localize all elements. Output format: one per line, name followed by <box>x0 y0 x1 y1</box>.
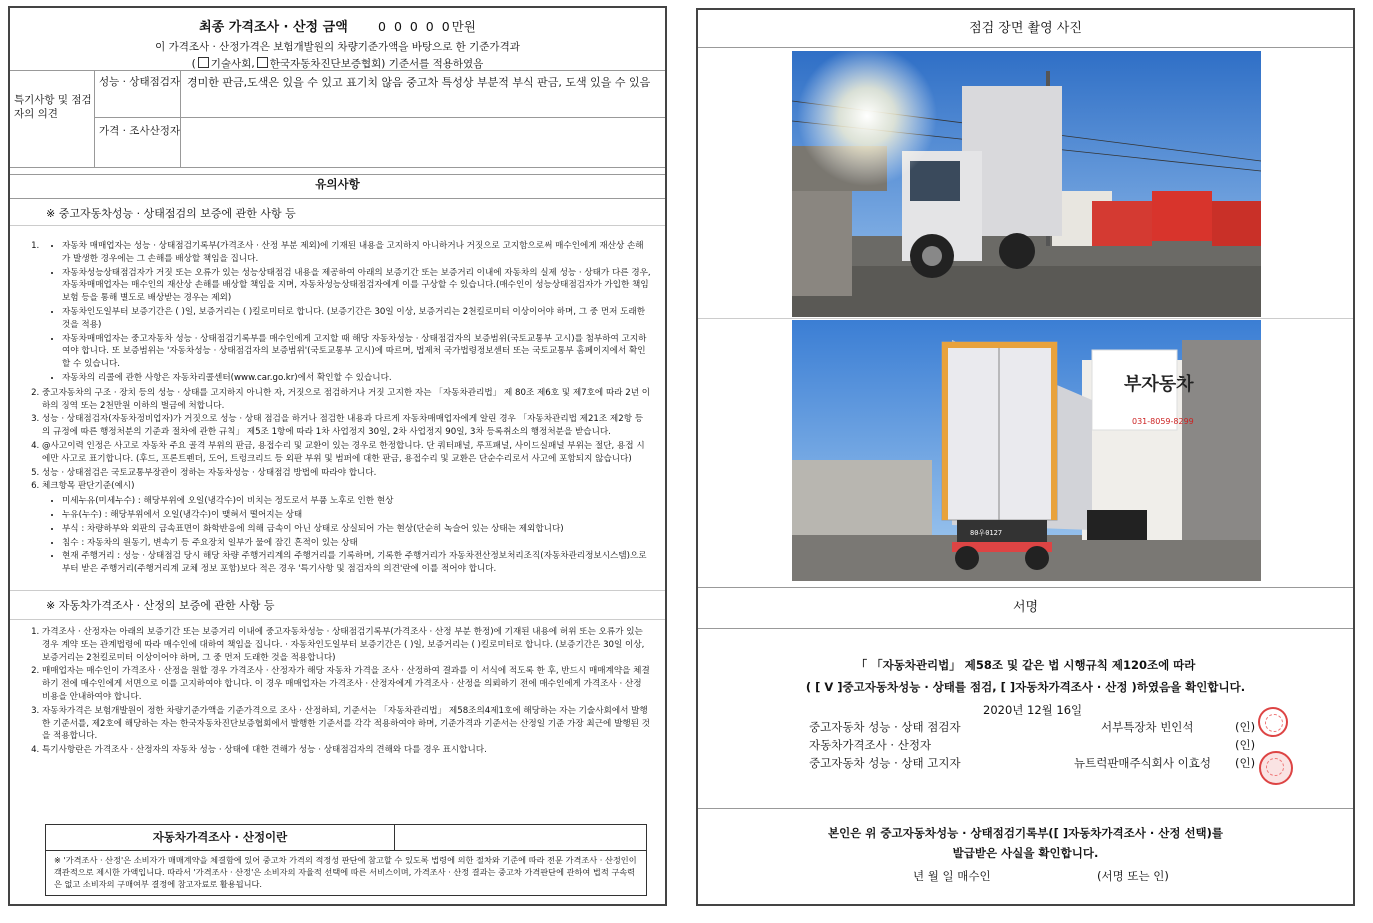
notice-subitem: • 침수 : 자동차의 원동기, 변속기 등 주요장치 일부가 물에 잠긴 흔적이 있는 상태 <box>62 537 651 550</box>
notifier-name: 뉴트럭판매주식회사 이효성 <box>1074 756 1211 770</box>
law-statement-line2: ( [ V ]중고자동차성능 · 상태를 점검, [ ]자동차가격조사 · 산정 )하였음을 확인합니다. <box>805 680 1246 694</box>
notice-item: 3. 성능 · 상태점검자(자동차정비업자)가 거짓으로 성능 · 상태 점검을 하거나 점검한 내용과 다르게 자동차매매업자에게 알린 경우 「자동차관리법 제21조 제2항 등의 규정에 따른 행정처분의 기준과 절차에 관한 규칙」 제5조 1항에 따라 1차 사업정지 30일, 2차 사업정지 90일, 3차 등록취소의 행정처분을 받습니다. <box>42 413 651 439</box>
section2-body <box>10 620 665 757</box>
notice-title: 유의사항 <box>10 174 665 199</box>
confirm-line2: 발급받은 사실을 확인합니다. <box>952 846 1099 860</box>
buyer-signature-field[interactable]: (서명 또는 인) <box>1097 869 1169 883</box>
buyer-date-line: 년 월 일 매수인 <box>913 869 991 883</box>
price-header <box>10 8 665 71</box>
license-plate: 80우0127 <box>970 529 1003 537</box>
inspector-role: 중고자동차 성능 · 상태 점검자 <box>809 720 961 734</box>
price-desc-2: ( 기술사회, 한국자동차진단보증협회) 기준서를 적용하였음 <box>191 58 484 70</box>
price-amount: 0 0 0 0 0 <box>378 19 452 34</box>
notice-subitem: • 현재 주행거리 : 성능 · 상태점검 당시 해당 차량 주행거리계의 주행거리를 기록하며, 기록한 주행거리가 자동차전산정보처리조직(자동차관리정보시스템)으로부터 받은 주행거리(주행거리계 교체 정보 포함)보다 적은 경우 '특기사항 및 점검자의 의견'란에 이를 적어야 합니다. <box>62 550 651 576</box>
checkbox-engineers[interactable] <box>198 57 209 68</box>
notice-subitem: • 자동차인도일부터 보증기간은 ( )일, 보증거리는 ( )킬로미터로 합니다. (보증기간은 30일 이상, 보증거리는 2천킬로미터 이상이어야 하며, 그 중 먼저 도래한 것을 적용) <box>62 306 651 332</box>
section1-body <box>10 226 665 576</box>
inspector-name: 서부특장차 빈인석 <box>1101 720 1194 734</box>
notice-subitem: • 자동차매매업자는 중고자동차 성능 · 상태점검기록부를 매수인에게 고지할 때 해당 자동차성능 · 상태점검자의 보증범위(국토교통부 고시)를 첨부하여 고지하여야 합니다. 또 보증범위는 '자동차성능 · 상태점검자의 보증범위'(국토교통부 고시)에 따르며, 법제처 국가법령정보센터 또는 국토교통부 홈페이지에서 확인할 수 있습니다. <box>62 333 651 371</box>
notice-subitem: • 자동차의 리콜에 관한 사항은 자동차리콜센터(www.car.go.kr)에서 확인할 수 있습니다. <box>62 372 651 385</box>
notice-item: 6. 체크항목 판단기준(예시) • 미세누유(미세누수) : 해당부위에 오일(냉각수)이 비치는 정도로서 부품 노후로 인한 현상 • 누유(누수) : 해당부위에서 오일(냉각수)이 맺혀서 떨어지는 상태 • 부식 : 차량하부와 외판의 금속표면이 화학반응에 의해 금속이 아닌 상태로 상실되어 가는 현상(단순히 녹슬어 있는 상태는 제외합니다) • 침수 : 자동차의 원동기, 변속기 등 주요장치 일부가 물에 잠긴 흔적이 있는 상태 • 현재 주행거리 : 성능 · 상태점검 당시 해당 차량 주행거리계의 주행거리를 기록하며, 기록한 주행거리가 자동차전산정보처리조직(자동차관리정보시스템)으로부터 받은 주행거리(주행거리계 교체 정보 포함)보다 적은 경우 '특기사항 및 점검자의 의견'란에 이를 적어야 합니다. <box>42 480 651 576</box>
notice-subitem: • 자동차성능상태점검자가 거짓 또는 오류가 있는 성능상태점검 내용을 제공하여 아래의 보증기간 또는 보증거리 이내에 자동차의 실제 성능 · 상태가 다른 경우, 자동차매매업자는 매수인의 재산상 손해를 배상할 책임을 지며, 자동차성능상태점검자에게 이를 구상할 수 있습니다.(매수인이 성능상태점검자가 가입한 책임보험 등을 통해 별도로 배상받는 경우는 제외) <box>62 267 651 305</box>
opinion-table <box>10 71 665 168</box>
price-appraiser-opinion <box>181 118 665 167</box>
appraisal-definition-title: 자동차가격조사 · 산정이란 <box>46 825 395 850</box>
notifier-seal-stamp <box>1259 751 1293 785</box>
price-appraiser-label: 가격 · 조사산정자 <box>95 118 181 167</box>
signature-section-title: 서명 <box>698 588 1353 629</box>
inspector-seal-stamp <box>1258 707 1288 737</box>
notice-subitem: • 1. 자동차 매매업자는 성능 · 상태점검기록부(가격조사 · 산정 부분 제외)에 기재된 내용을 고지하지 아니하거나 거짓으로 고지함으로써 매수인에게 재산상 손해가 발생한 경우에는 그 손해를 배상할 책임을 집니다. <box>62 240 651 266</box>
perf-inspector-opinion: 경미한 판금,도색은 있을 수 있고 표기치 않음 중고차 특성상 부분적 부식 판금, 도색 있을 수 있음 <box>187 76 651 89</box>
inspector-seal-mark: (인) <box>1235 720 1256 734</box>
price-unit: 만원 <box>451 19 476 34</box>
law-statement-line1: 「 「자동차관리법」 제58조 및 같은 법 시행규칙 제120조에 따라 <box>855 658 1196 672</box>
appraisal-notice-item: 4. 특기사항란은 가격조사 · 산정자의 자동차 성능 · 상태에 대한 견해가 성능 · 상태점검자의 견해와 다를 경우 표시합니다. <box>42 744 651 757</box>
right-page <box>696 8 1355 906</box>
signboard-shop-name: 부자동차 <box>1124 374 1194 395</box>
confirm-line1: 본인은 위 중고자동차성능 · 상태점검기록부([ ]자동차가격조사 · 산정 선택)를 <box>827 826 1224 840</box>
notice-item: 5. 성능 · 상태점검은 국토교통부장관이 정하는 자동차성능 · 상태점검 방법에 따라야 합니다. <box>42 467 651 480</box>
appraisal-notice-item: 3. 자동차가격은 보험개발원이 정한 차량기준가액을 기준가격으로 조사 · 산정하되, 기준서는 「자동차관리법」 제58조의4제1호에 해당하는 자는 기술사회에서 발행한 기준서를, 제2호에 해당하는 자는 한국자동차진단보증협회에서 발행한 기준서를 각각 적용하여야 하며, 기준가격과 기준서는 산정일 기준 가장 최근에 발행된 것을 적용합니다. <box>42 705 651 743</box>
section2-title: ※ 자동차가격조사 · 산정의 보증에 관한 사항 등 <box>10 590 665 620</box>
price-desc-1: 이 가격조사 · 산정가격은 보험개발원의 차량기준가액을 바탕으로 한 기준가격과 <box>155 41 520 53</box>
section1-title: ※ 중고자동차성능 · 상태점검의 보증에 관한 사항 등 <box>10 199 665 226</box>
appraisal-notice-item: 1. 가격조사 · 산정자는 아래의 보증기간 또는 보증거리 이내에 중고자동차성능 · 상태점검기록부(가격조사 · 산정 부분 한정)에 기재된 내용에 허위 또는 오류가 있는 경우 계약 또는 관계법령에 따라 매수인에 대하여 책임을 집니다. · 자동차인도일부터 보증기간은 ( )일, 보증거리는 ( )킬로미터로 합니다. (보증기간은 30일 이상, 보증거리는 2천킬로미터 이상이어야 하며, 그 중 먼저 도래한 것을 적용합니다) <box>42 626 651 664</box>
signboard-phone: 031-8059-8299 <box>1132 417 1194 426</box>
appraisal-definition-text: ※ '가격조사 · 산정'은 소비자가 매매계약을 체결함에 있어 중고차 가격의 적정성 판단에 참고할 수 있도록 법령에 의한 절차와 기준에 따라 전문 가격조사 · 산정인이 객관적으로 제시한 가액입니다. 따라서 '가격조사 · 산정'은 소비자의 자율적 선택에 따른 서비스이며, 가격조사 · 산정 결과는 중고차 가격판단에 관하여 법적 구속력은 없고 소비자의 구매여부 결정에 참고자료로 활용됩니다. <box>54 855 637 889</box>
notifier-role: 중고자동차 성능 · 상태 고지자 <box>809 756 961 770</box>
appraiser-seal-mark: (인) <box>1235 738 1256 752</box>
perf-inspector-label: 성능 · 상태점검자 <box>95 71 181 117</box>
notice-item: 4. @사고이력 인정은 사고로 자동차 주요 골격 부위의 판금, 용접수리 및 교환이 있는 경우로 한정합니다. 단 쿼터패널, 루프패널, 사이드실패널 부위는 절단, 용접 시에만 사고로 표기합니다. (후드, 프론트펜더, 도어, 트렁크리드 등 외판 부위 및 범퍼에 대한 판금, 용접수리 및 교환은 단순수리로서 사고에 포함되지 않습니다) <box>42 440 651 466</box>
appraisal-notice-item: 2. 매매업자는 매수인이 가격조사 · 산정을 원할 경우 가격조사 · 산정자가 해당 자동차 가격을 조사 · 산정하여 결과를 이 서식에 적도록 한 후, 반드시 매매계약을 체결하기 전에 매수인에게 서면으로 이를 고지하여야 합니다. 이 경우 매매업자는 가격조사 · 산정자에게 가격조사 · 산정을 의뢰하기 전에 매수인에게 가격조사 · 산정 비용을 안내하여야 합니다. <box>42 665 651 703</box>
appraisal-definition-box <box>45 824 647 896</box>
signature-date: 2020년 12월 16일 <box>983 703 1083 717</box>
notice-subitem: • 부식 : 차량하부와 외판의 금속표면이 화학반응에 의해 금속이 아닌 상태로 상실되어 가는 현상(단순히 녹슬어 있는 상태는 제외합니다) <box>62 523 651 536</box>
notice-subitem: • 누유(누수) : 해당부위에서 오일(냉각수)이 맺혀서 떨어지는 상태 <box>62 509 651 522</box>
notifier-seal-mark: (인) <box>1235 756 1256 770</box>
inspection-photo-rear <box>792 320 1261 581</box>
notice-subitem: • 미세누유(미세누수) : 해당부위에 오일(냉각수)이 비치는 정도로서 부품 노후로 인한 현상 <box>62 495 651 508</box>
inspection-photo-front <box>792 51 1261 317</box>
price-title: 최종 가격조사 · 산정 금액 <box>199 20 348 35</box>
photo-section-title: 점검 장면 촬영 사진 <box>698 10 1353 48</box>
opinion-label: 특기사항 및 점검자의 의견 <box>10 71 95 167</box>
left-page <box>8 6 667 906</box>
appraiser-role: 자동차가격조사 · 산정자 <box>809 738 932 752</box>
checkbox-association[interactable] <box>257 57 268 68</box>
notice-item: 2. 중고자동차의 구조 · 장치 등의 성능 · 상태를 고지하지 아니한 자, 거짓으로 점검하거나 거짓 고지한 자는 「자동차관리법」 제 80조 제6호 및 제7호에 따라 2년 이하의 징역 또는 2천만원 이하의 벌금에 처합니다. <box>42 387 651 413</box>
notice-item <box>42 240 651 385</box>
